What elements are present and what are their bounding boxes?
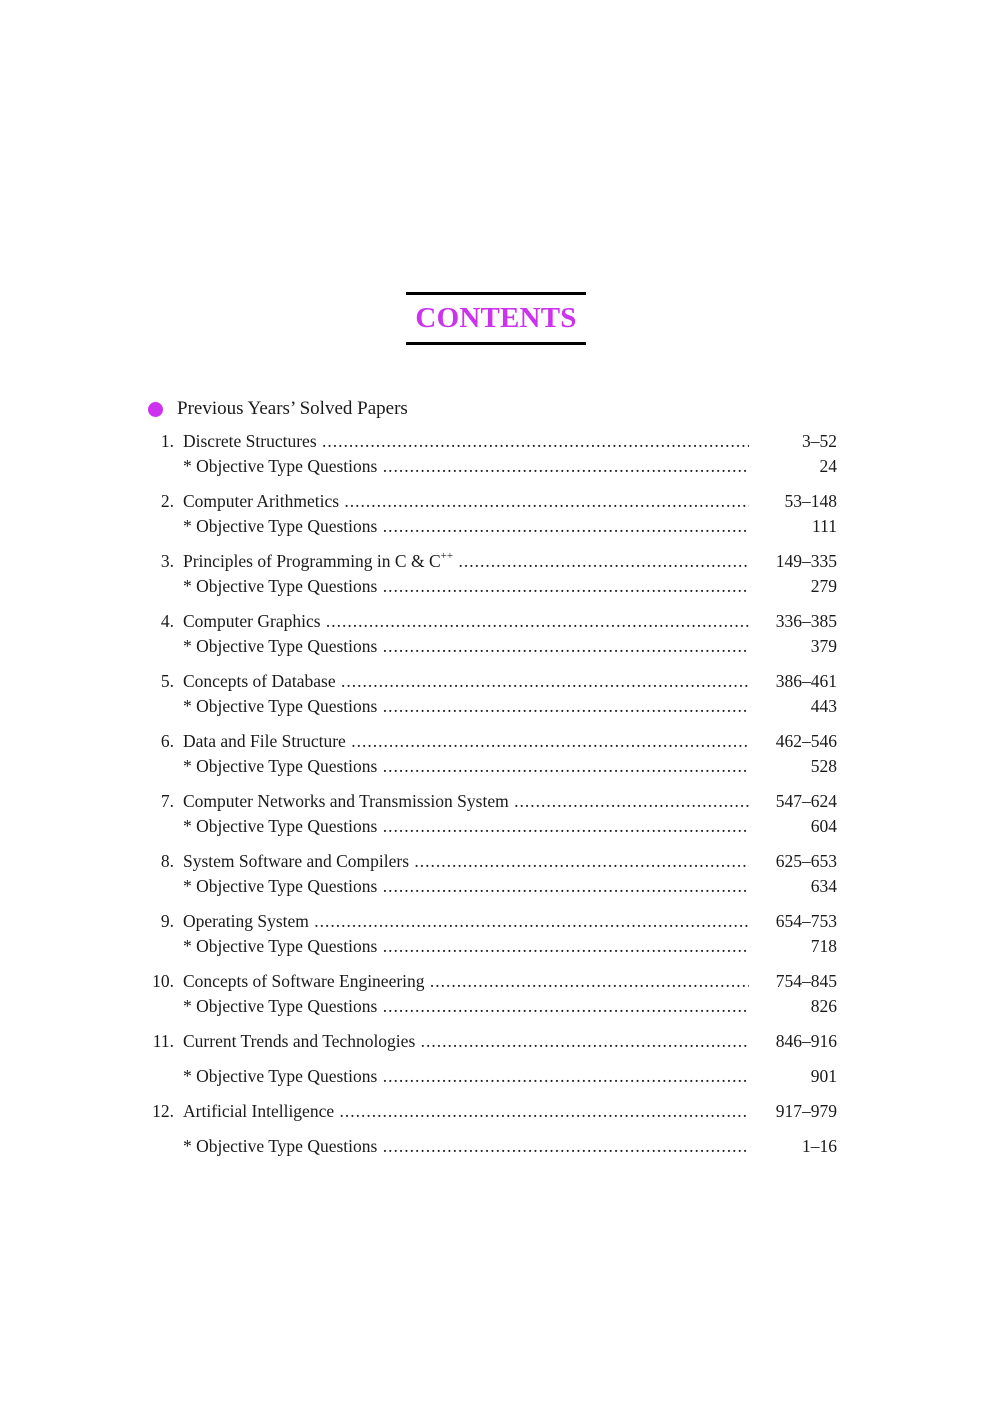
chapter-page-range: 625–653 [775, 851, 837, 871]
objective-label-with-leader [183, 1064, 749, 1088]
objective-page: 604 [810, 816, 837, 836]
objective-label-with-leader [183, 514, 749, 538]
objective-label-with-leader [183, 454, 749, 478]
chapter-title-with-leader [183, 489, 749, 513]
objective-label-with-leader [183, 1134, 749, 1158]
chapter-number: 8. [160, 851, 174, 871]
chapter-number: 12. [152, 1101, 174, 1121]
toc-objective-row[interactable] [0, 1064, 992, 1088]
toc-chapter-row[interactable] [0, 849, 992, 873]
toc-objective-row[interactable] [0, 994, 992, 1018]
chapter-title: Data and File Structure [183, 731, 346, 751]
chapter-title-with-leader [183, 1029, 749, 1053]
objective-label-with-leader [183, 754, 749, 778]
chapter-title-with-leader [183, 549, 749, 573]
chapter-number: 1. [160, 431, 174, 451]
chapter-title: System Software and Compilers [183, 851, 410, 871]
toc-objective-row[interactable] [0, 814, 992, 838]
objective-page: 826 [810, 996, 837, 1016]
chapter-title-with-leader [183, 609, 749, 633]
objective-page: 24 [819, 456, 837, 476]
toc-chapter-row[interactable] [0, 549, 992, 573]
objective-label: * Objective Type Questions [183, 1136, 378, 1156]
chapter-title-with-leader [183, 429, 749, 453]
chapter-title: Principles of Programming in C & C [183, 551, 441, 571]
objective-label-with-leader [183, 634, 749, 658]
chapter-title: Discrete Structures [183, 431, 317, 451]
objective-label: * Objective Type Questions [183, 1066, 378, 1086]
chapter-number: 11. [152, 1031, 174, 1051]
chapter-title: Concepts of Database [183, 671, 336, 691]
toc-chapter-row[interactable] [0, 489, 992, 513]
toc-chapter-row[interactable] [0, 1099, 992, 1123]
toc-chapter-row[interactable] [0, 669, 992, 693]
toc-objective-row[interactable] [0, 514, 992, 538]
objective-page: 379 [810, 636, 837, 656]
contents-title-block [406, 292, 586, 345]
chapter-title: Current Trends and Technologies [183, 1031, 416, 1051]
toc-chapter-row[interactable] [0, 969, 992, 993]
section-label: Previous Years’ Solved Papers [177, 398, 408, 419]
chapter-page-range: 53–148 [784, 491, 837, 511]
toc-chapter-row[interactable] [0, 1029, 992, 1053]
toc-chapter-row[interactable] [0, 909, 992, 933]
objective-page: 634 [810, 876, 837, 896]
objective-label-with-leader [183, 934, 749, 958]
objective-label-with-leader [183, 994, 749, 1018]
chapter-title: Artificial Intelligence [183, 1101, 335, 1121]
chapter-number: 6. [160, 731, 174, 751]
bullet-icon [148, 402, 163, 417]
chapter-title-with-leader [183, 969, 749, 993]
chapter-number: 2. [160, 491, 174, 511]
toc-chapter-row[interactable] [0, 789, 992, 813]
chapter-page-range: 754–845 [775, 971, 837, 991]
toc-objective-row[interactable] [0, 454, 992, 478]
toc-chapter-row[interactable] [0, 729, 992, 753]
chapter-title: Computer Networks and Transmission System [183, 791, 509, 811]
objective-page: 443 [810, 696, 837, 716]
chapter-title: Computer Graphics [183, 611, 321, 631]
page-title: CONTENTS [415, 302, 577, 334]
chapter-number: 3. [160, 551, 174, 571]
toc-objective-row[interactable] [0, 1134, 992, 1158]
chapter-title: Operating System [183, 911, 309, 931]
objective-label: * Objective Type Questions [183, 756, 378, 776]
chapter-number: 4. [160, 611, 174, 631]
chapter-number: 7. [160, 791, 174, 811]
objective-label: * Objective Type Questions [183, 636, 378, 656]
objective-label: * Objective Type Questions [183, 696, 378, 716]
objective-label: * Objective Type Questions [183, 816, 378, 836]
objective-label: * Objective Type Questions [183, 516, 378, 536]
toc-objective-row[interactable] [0, 634, 992, 658]
chapter-page-range: 3–52 [802, 431, 837, 451]
chapter-title-superscript: ++ [440, 550, 454, 563]
objective-label-with-leader [183, 874, 749, 898]
chapter-page-range: 336–385 [775, 611, 837, 631]
objective-page: 901 [810, 1066, 837, 1086]
objective-page: 111 [812, 516, 837, 536]
objective-page: 279 [810, 576, 837, 596]
objective-label: * Objective Type Questions [183, 936, 378, 956]
objective-label-with-leader [183, 694, 749, 718]
section-heading [148, 396, 408, 422]
chapter-title-with-leader [183, 909, 749, 933]
chapter-page-range: 654–753 [775, 911, 837, 931]
chapter-title-with-leader [183, 789, 749, 813]
toc-chapter-row[interactable] [0, 429, 992, 453]
objective-label-with-leader [183, 814, 749, 838]
toc-objective-row[interactable] [0, 934, 992, 958]
chapter-title-with-leader [183, 729, 749, 753]
chapter-number: 5. [160, 671, 174, 691]
objective-page: 1–16 [802, 1136, 837, 1156]
chapter-title: Concepts of Software Engineering [183, 971, 425, 991]
objective-label: * Objective Type Questions [183, 996, 378, 1016]
chapter-title: Computer Arithmetics [183, 491, 340, 511]
toc-objective-row[interactable] [0, 874, 992, 898]
chapter-number: 9. [160, 911, 174, 931]
chapter-title-with-leader [183, 1099, 749, 1123]
toc-objective-row[interactable] [0, 694, 992, 718]
chapter-page-range: 846–916 [775, 1031, 837, 1051]
objective-label: * Objective Type Questions [183, 576, 378, 596]
objective-label: * Objective Type Questions [183, 876, 378, 896]
objective-page: 528 [810, 756, 837, 776]
objective-page: 718 [810, 936, 837, 956]
chapter-number: 10. [152, 971, 174, 991]
objective-label: * Objective Type Questions [183, 456, 378, 476]
toc-objective-row[interactable] [0, 574, 992, 598]
chapter-page-range: 462–546 [775, 731, 837, 751]
chapter-page-range: 386–461 [775, 671, 837, 691]
chapter-page-range: 917–979 [775, 1101, 837, 1121]
chapter-title-with-leader [183, 669, 749, 693]
chapter-title-with-leader [183, 849, 749, 873]
chapter-page-range: 547–624 [775, 791, 837, 811]
objective-label-with-leader [183, 574, 749, 598]
toc-objective-row[interactable] [0, 754, 992, 778]
chapter-page-range: 149–335 [775, 551, 837, 571]
toc-chapter-row[interactable] [0, 609, 992, 633]
